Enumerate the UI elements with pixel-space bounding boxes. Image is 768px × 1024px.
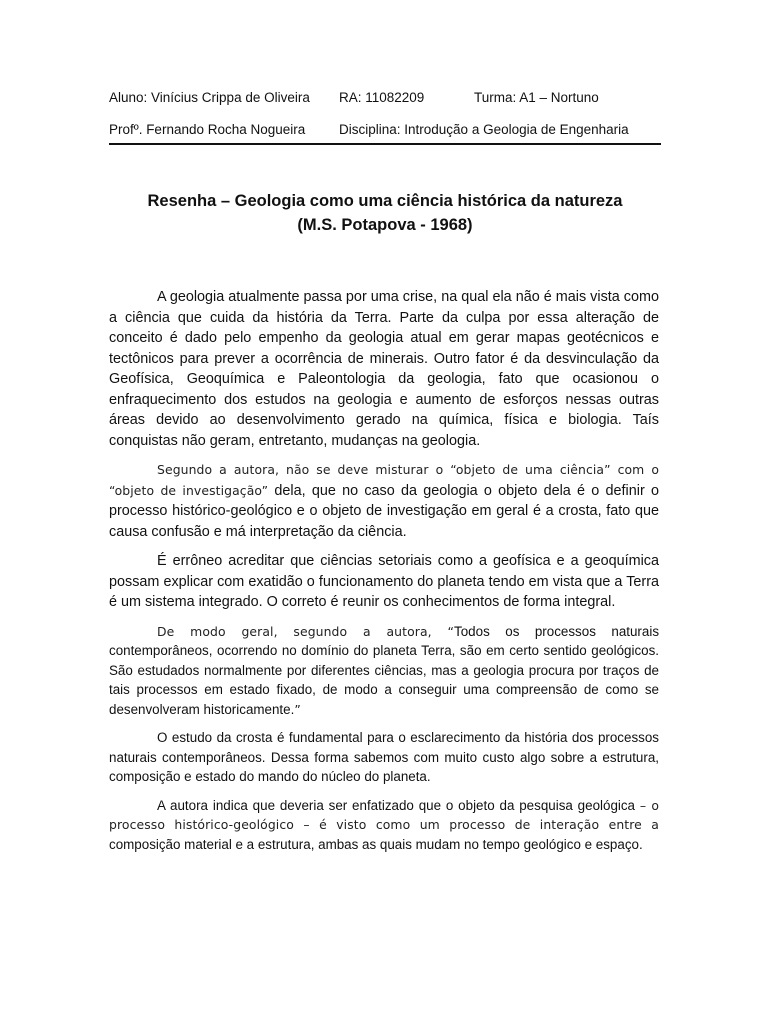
student-name: Aluno: Vinícius Crippa de Oliveira [109,90,310,105]
header-row-1 [109,90,659,112]
paragraph-1: A geologia atualmente passa por uma crise, na qual ela não é mais vista como a ciência que cuida da história da Terra. Parte da culpa por essa alteração de conceito é dado pelo empenho da geologia atual em gerar mapas geotécnicos e tectônicos para prever a ocorrência de minerais. Outro fator é da desvinculação da Geofísica, Geoquímica e Paleontologia da geologia, fato que ocasionou o enfraquecimento dos estudos na geologia e aumento de esforços nessas outras áreas devido ao desenvolvimento gerado na química, física e biologia. Taís conquistas não geram, entretanto, mudanças na geologia. [109,289,659,449]
student-class: Turma: A1 – Nortuno [474,90,599,105]
paragraph-6 [109,796,659,855]
student-ra: RA: 11082209 [339,90,425,105]
paragraph-6-end: composição material e a estrutura, ambas as quais mudam no tempo geológico e espaço. [109,836,643,852]
course-name: Disciplina: Introdução a Geologia de Engenharia [339,122,629,137]
paragraph-4-intro: De modo geral, segundo a autora, “ [157,623,455,639]
paragraph-4-quote: Todos os processos naturais contemporâneos, ocorrendo no domínio do planeta Terra, são em certo sentido geológicos. São estudados normalmente por diferentes ciências, mas a geologia procura por traços de tais processos em estado fixado, de modo a conseguir uma compreensão de como se desenvolveram historicamente. [109,623,660,717]
header-row-2 [109,122,659,144]
paragraph-6-middle: – o processo histórico-geológico – é visto como um processo de interação entre a [109,797,659,832]
paragraph-4 [109,622,659,720]
paragraph-4-close: ” [294,701,301,717]
paragraph-2-rest: dela, que no caso da geologia o objeto dela é o definir o processo histórico-geológico e o objeto de investigação em geral é a crosta, fato que causa confusão e má interpretação da ciência. [109,482,659,540]
title-line-1: Resenha – Geologia como uma ciência histórica da natureza [147,192,623,210]
document-body [109,287,659,863]
paragraph-3: É errôneo acreditar que ciências setoriais como a geofísica e a geoquímica possam explicar com exatidão o funcionamento do planeta tendo em vista que a Terra é um sistema integrado. O correto é reunir os conhecimentos de forma integral. [109,553,659,610]
document-title [109,189,661,237]
title-line-2: (M.S. Potapova - 1968) [297,216,473,234]
professor-name: Profº. Fernando Rocha Nogueira [109,122,306,137]
paragraph-6-start: A autora indica que deveria ser enfatizado que o objeto da pesquisa geológica [157,797,640,813]
document-header [109,90,659,144]
header-divider [109,143,661,145]
paragraph-5: O estudo da crosta é fundamental para o esclarecimento da história dos processos naturais contemporâneos. Dessa forma sabemos com muito custo algo sobre a estrutura, composição e estado do mando do núcleo do planeta. [109,730,659,784]
paragraph-2 [109,460,659,542]
paragraph-2-quote: Segundo a autora, não se deve misturar o “objeto de uma ciência” com o “objeto de investigação” [109,462,659,498]
